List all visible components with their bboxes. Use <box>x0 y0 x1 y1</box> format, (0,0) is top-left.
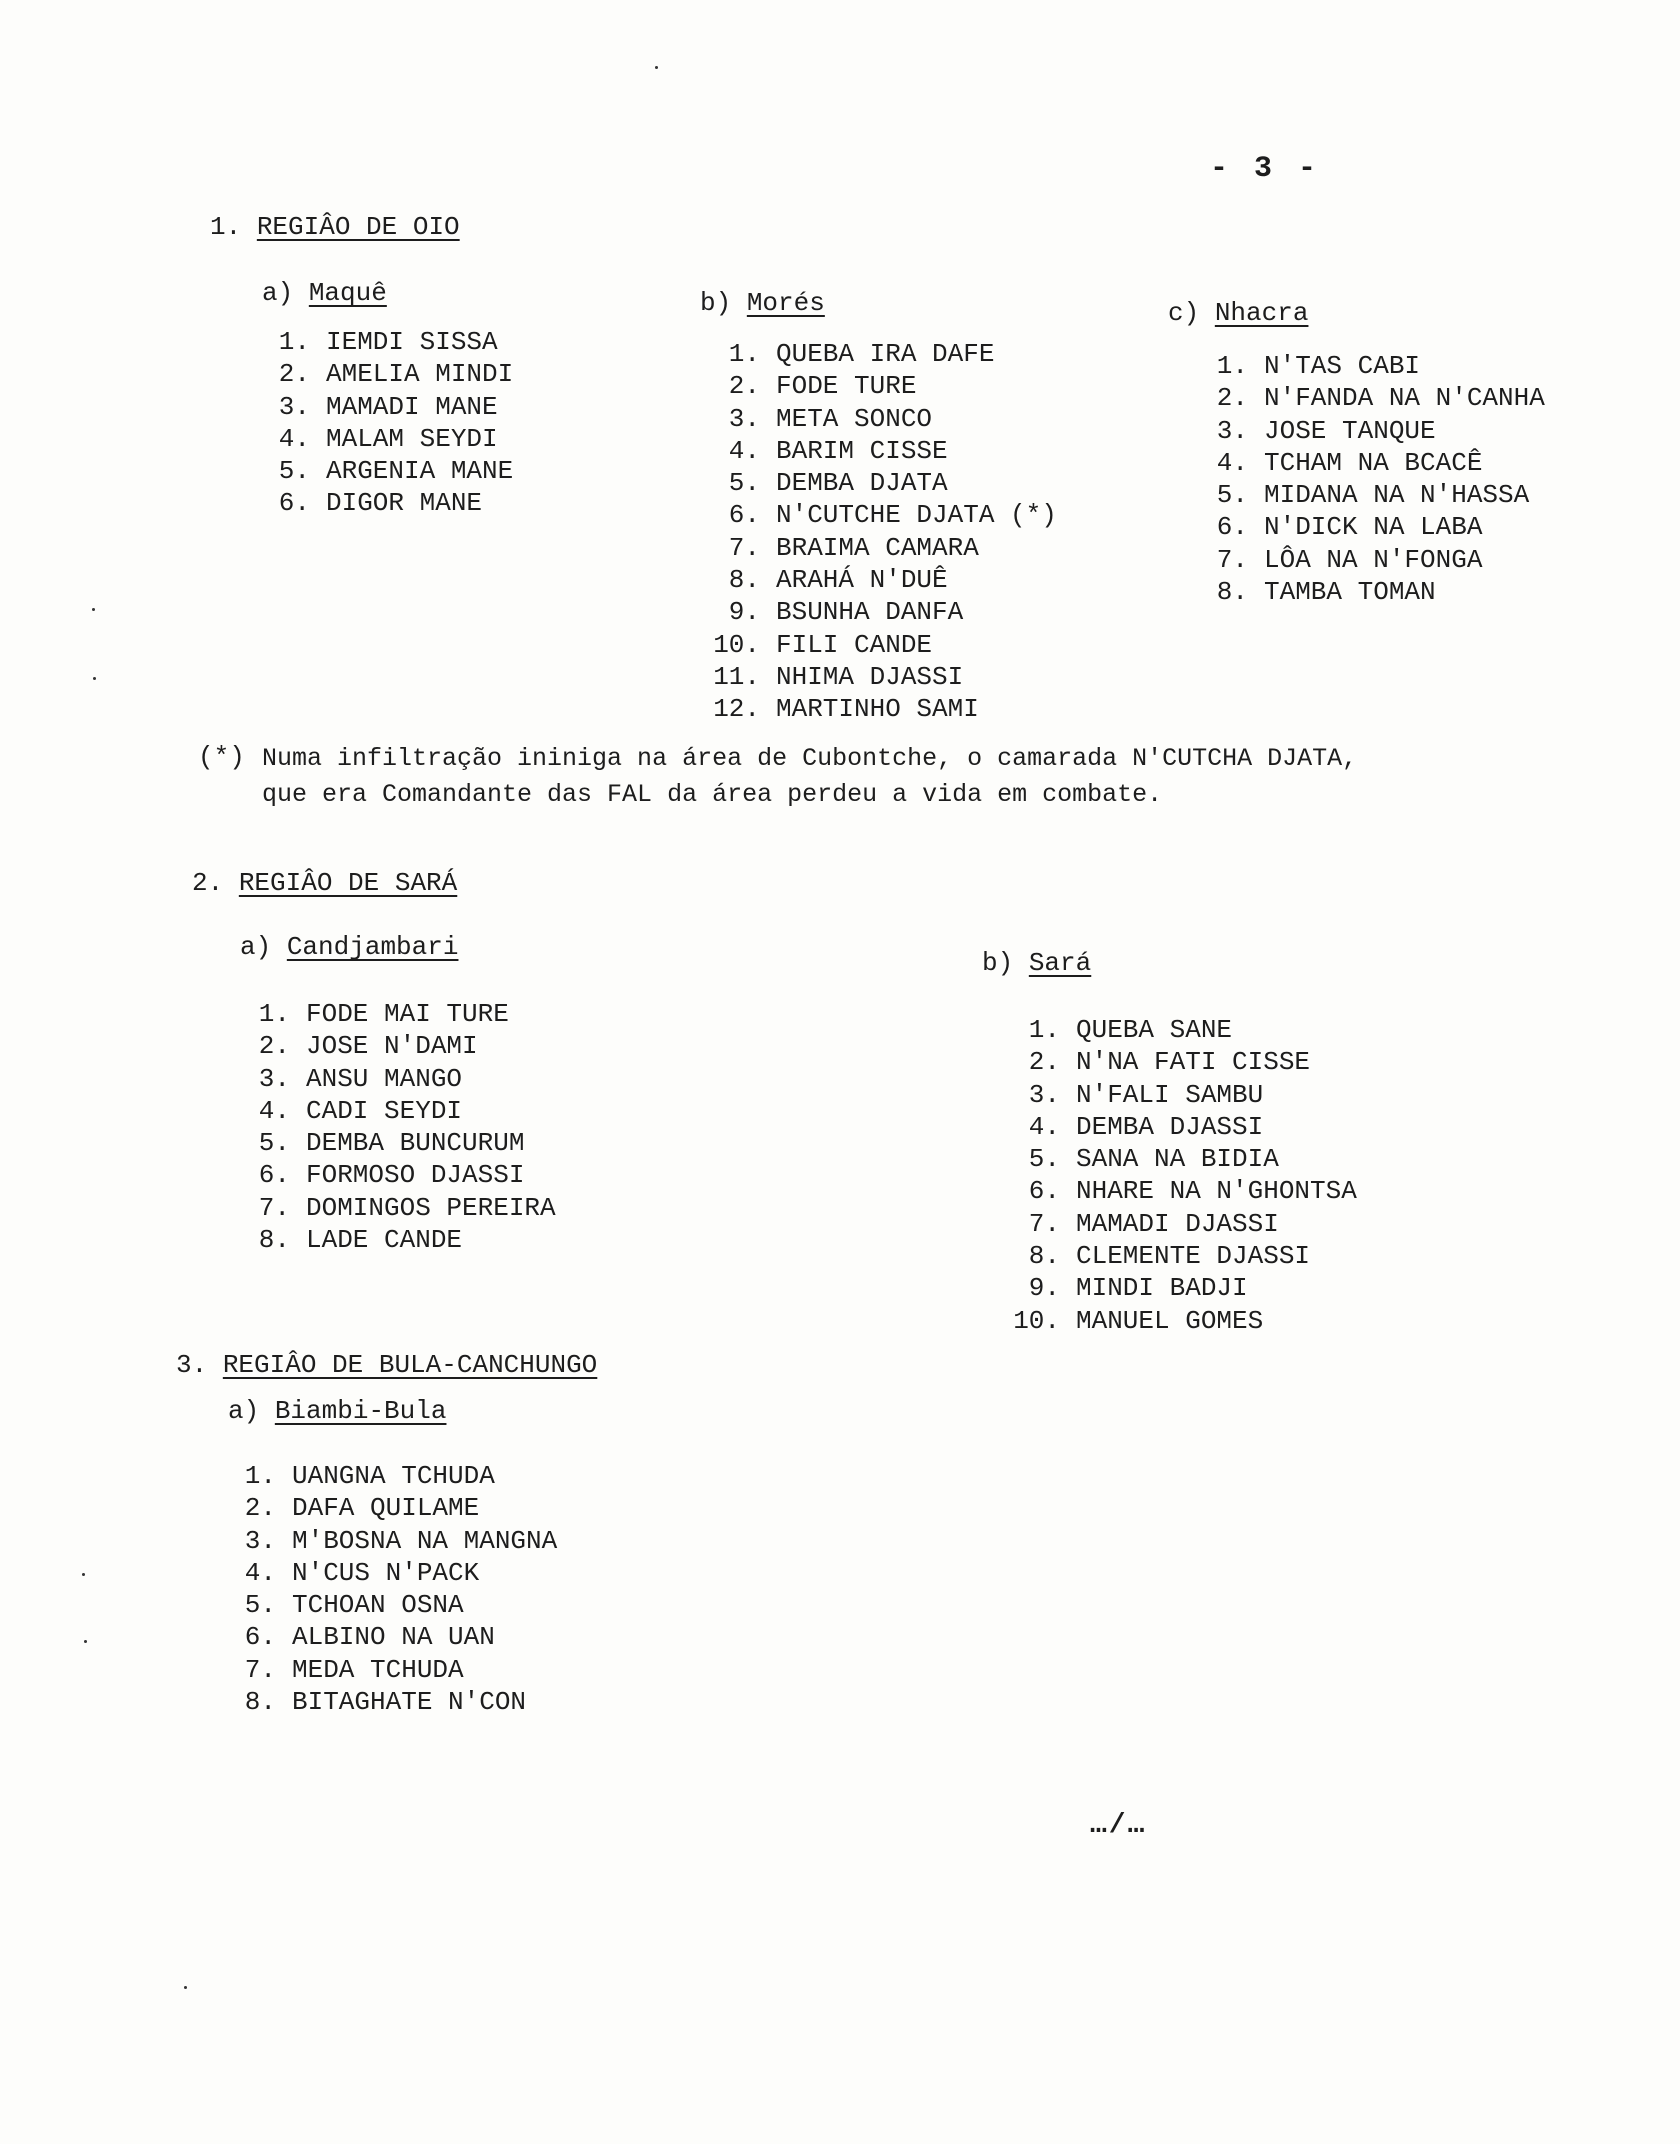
name-list-maque <box>270 326 513 520</box>
list-item: 2. FODE TURE <box>728 371 917 402</box>
section-number: 1. <box>210 212 242 242</box>
section-2-heading <box>192 868 457 898</box>
section-title: REGIÂO DE SARÁ <box>238 868 458 898</box>
scan-speck <box>184 1986 187 1989</box>
group-name: Nhacra <box>1214 298 1309 328</box>
name-list-sara <box>1000 1014 1357 1337</box>
group-name: Sará <box>1028 948 1092 978</box>
list-item: 1. UANGNA TCHUDA <box>244 1461 495 1491</box>
list-item: 2. JOSE N'DAMI <box>258 1031 478 1062</box>
list-item: 3. META SONCO <box>728 403 933 434</box>
list-item: 8. TAMBA TOMAN <box>1216 577 1436 608</box>
list-item: 3. N'FALI SAMBU <box>1028 1079 1264 1110</box>
section-title: REGIÂO DE BULA-CANCHUNGO <box>222 1350 598 1380</box>
name-list-nhacra <box>1208 350 1545 608</box>
list-item: 8. CLEMENTE DJASSI <box>1028 1241 1311 1272</box>
footnote-line-1: Numa infiltração ininiga na área de Cubontche, o camarada N'CUTCHA DJATA, <box>262 744 1358 773</box>
list-item: 7. BRAIMA CAMARA <box>728 532 979 563</box>
list-item: 5. DEMBA DJATA <box>728 468 948 499</box>
footnote-marker: (*) <box>198 742 245 772</box>
list-item: 4. N'CUS N'PACK <box>244 1557 480 1588</box>
group-name: Morés <box>746 288 825 318</box>
group-heading-1b <box>700 288 825 318</box>
list-item: 7. LÔA NA N'FONGA <box>1216 544 1483 575</box>
list-item: 3. JOSE TANQUE <box>1216 415 1436 446</box>
list-item: 7. MEDA TCHUDA <box>244 1654 464 1685</box>
list-item: 8. ARAHÁ N'DUÊ <box>728 565 948 596</box>
list-item: 1. FODE MAI TURE <box>258 999 509 1029</box>
list-item: 5. SANA NA BIDIA <box>1028 1144 1279 1175</box>
list-item: 6. NHARE NA N'GHONTSA <box>1028 1176 1357 1207</box>
list-item: 10. FILI CANDE <box>713 629 933 660</box>
list-item: 4. CADI SEYDI <box>258 1095 463 1126</box>
list-item: 8. BITAGHATE N'CON <box>244 1687 527 1718</box>
group-letter: a) <box>262 278 294 308</box>
list-item: 4. MALAM SEYDI <box>278 423 498 454</box>
section-3-heading <box>176 1350 597 1380</box>
list-item: 9. BSUNHA DANFA <box>728 597 964 628</box>
list-item: 3. MAMADI MANE <box>278 391 498 422</box>
section-number: 2. <box>192 868 224 898</box>
page-number: - 3 - <box>1210 152 1321 186</box>
name-list-candjambari <box>250 998 556 1256</box>
group-letter: c) <box>1168 298 1200 328</box>
group-name: Candjambari <box>286 932 459 962</box>
continuation-mark: …/… <box>1090 1810 1147 1841</box>
scan-speck <box>84 1640 87 1643</box>
list-item: 10. MANUEL GOMES <box>1013 1305 1264 1336</box>
scan-speck <box>82 1573 85 1576</box>
list-item: 2. DAFA QUILAME <box>244 1493 480 1524</box>
section-title: REGIÂO DE OIO <box>256 212 460 242</box>
group-name: Maquê <box>308 278 387 308</box>
list-item: 6. FORMOSO DJASSI <box>258 1160 525 1191</box>
list-item: 2. AMELIA MINDI <box>278 359 514 390</box>
group-letter: a) <box>240 932 272 962</box>
list-item: 3. ANSU MANGO <box>258 1063 463 1094</box>
list-item: 1. QUEBA IRA DAFE <box>728 339 995 369</box>
scan-speck <box>93 677 96 680</box>
scan-speck <box>655 66 658 69</box>
list-item: 6. N'CUTCHE DJATA (*) <box>728 500 1057 531</box>
list-item: 5. TCHOAN OSNA <box>244 1590 464 1621</box>
group-heading-2a <box>240 932 458 962</box>
list-item: 5. DEMBA BUNCURUM <box>258 1128 525 1159</box>
list-item: 1. IEMDI SISSA <box>278 327 498 357</box>
list-item: 7. MAMADI DJASSI <box>1028 1208 1279 1239</box>
list-item: 12. MARTINHO SAMI <box>713 694 979 725</box>
group-letter: b) <box>700 288 732 318</box>
section-number: 3. <box>176 1350 208 1380</box>
name-list-biambi-bula <box>236 1460 557 1718</box>
list-item: 1. QUEBA SANE <box>1028 1015 1233 1045</box>
group-letter: b) <box>982 948 1014 978</box>
list-item: 9. MINDI BADJI <box>1028 1273 1248 1304</box>
group-letter: a) <box>228 1396 260 1426</box>
list-item: 3. M'BOSNA NA MANGNA <box>244 1525 558 1556</box>
list-item: 1. N'TAS CABI <box>1216 351 1421 381</box>
group-name: Biambi-Bula <box>274 1396 447 1426</box>
list-item: 4. DEMBA DJASSI <box>1028 1111 1264 1142</box>
list-item: 6. ALBINO NA UAN <box>244 1622 495 1653</box>
list-item: 4. BARIM CISSE <box>728 435 948 466</box>
list-item: 4. TCHAM NA BCACÊ <box>1216 447 1483 478</box>
footnote-line-2: que era Comandante das FAL da área perdeu a vida em combate. <box>262 780 1163 809</box>
list-item: 5. ARGENIA MANE <box>278 456 514 487</box>
group-heading-1a <box>262 278 387 308</box>
name-list-mores <box>700 338 1057 726</box>
section-1-heading <box>210 212 460 242</box>
scan-speck <box>92 608 95 611</box>
group-heading-3a <box>228 1396 446 1426</box>
group-heading-2b <box>982 948 1091 978</box>
list-item: 2. N'NA FATI CISSE <box>1028 1047 1311 1078</box>
list-item: 6. N'DICK NA LABA <box>1216 512 1483 543</box>
list-item: 5. MIDANA NA N'HASSA <box>1216 480 1530 511</box>
group-heading-1c <box>1168 298 1308 328</box>
list-item: 8. LADE CANDE <box>258 1225 463 1256</box>
list-item: 6. DIGOR MANE <box>278 488 483 519</box>
list-item: 7. DOMINGOS PEREIRA <box>258 1192 556 1223</box>
list-item: 2. N'FANDA NA N'CANHA <box>1216 383 1545 414</box>
list-item: 11. NHIMA DJASSI <box>713 661 964 692</box>
